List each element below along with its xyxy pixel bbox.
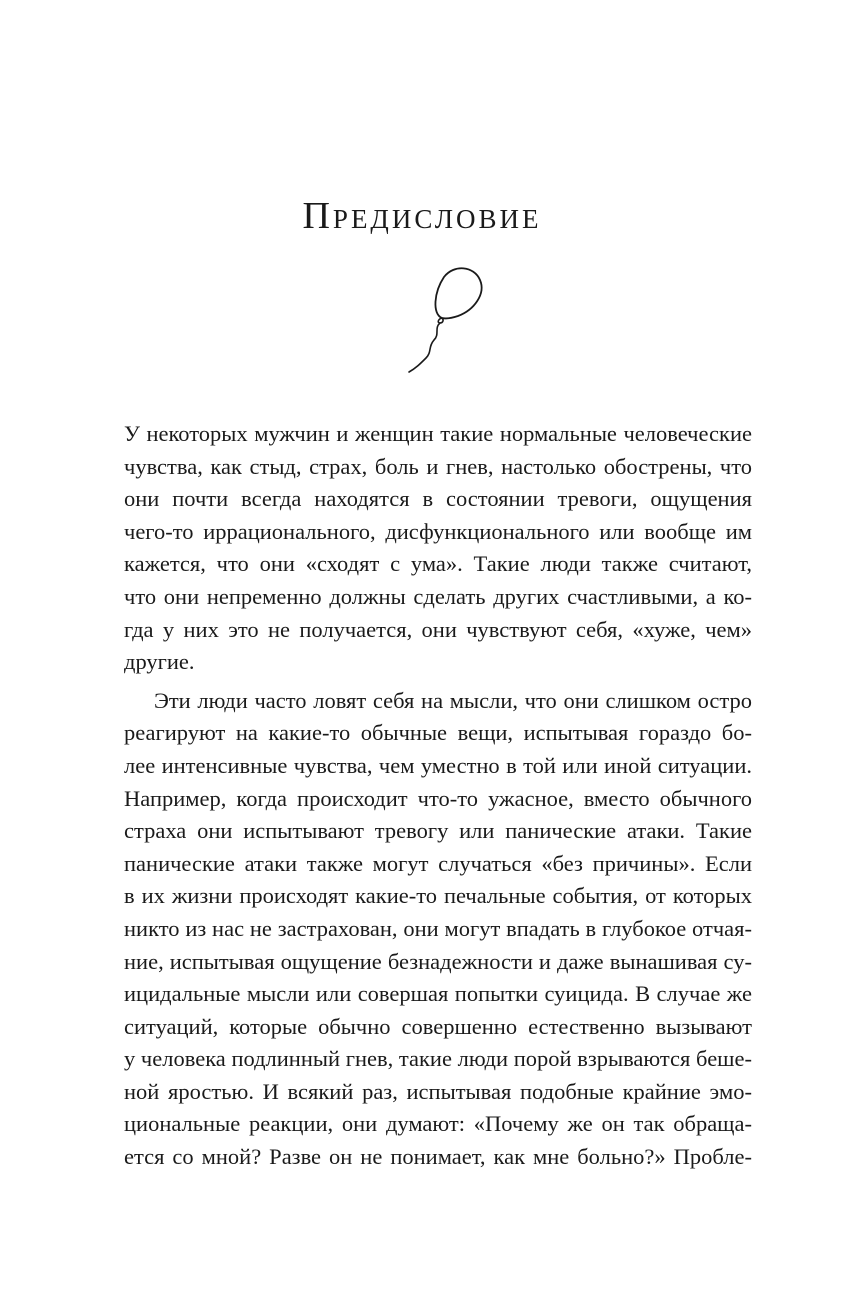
text-line: что они непременно должны сделать других счастливыми, а ко- bbox=[124, 583, 752, 609]
text-line: лее интенсивные чувства, чем уместно в той или иной ситуации. bbox=[124, 752, 752, 778]
balloon-icon bbox=[398, 262, 498, 376]
text-line: чувства, как стыд, страх, боль и гнев, настолько обострены, что bbox=[124, 453, 752, 479]
text-line: гда у них это не получается, они чувствуют себя, «хуже, чем» bbox=[124, 616, 752, 642]
text-line: реагируют на какие-то обычные вещи, испытывая гораздо бо- bbox=[124, 720, 752, 746]
text-line: кажется, что они «сходят с ума». Такие люди также считают, bbox=[124, 551, 752, 577]
text-line: Эти люди часто ловят себя на мысли, что они слишком остро bbox=[154, 687, 752, 713]
text-line: У некоторых мужчин и женщин такие нормальные человеческие bbox=[124, 421, 752, 446]
text-line: Например, когда происходит что-то ужасное, вместо обычного bbox=[124, 785, 752, 811]
text-line: ной яростью. И всякий раз, испытывая подобные крайние эмо- bbox=[124, 1078, 752, 1104]
balloon-string bbox=[409, 323, 440, 372]
body-text bbox=[124, 418, 752, 1174]
text-line: панические атаки также могут случаться «без причины». Если bbox=[124, 850, 752, 876]
page-title: Предисловие bbox=[302, 195, 542, 237]
text-line: ицидальные мысли или совершая попытки суицида. В случае же bbox=[124, 981, 752, 1007]
balloon-knot bbox=[438, 318, 443, 323]
text-line: страха они испытывают тревогу или панические атаки. Такие bbox=[124, 818, 752, 844]
text-line: никто из нас не застрахован, они могут впадать в глубокое отчая- bbox=[124, 915, 752, 941]
text-line: циональные реакции, они думают: «Почему же он так обраща- bbox=[124, 1111, 752, 1137]
text-line: другие. bbox=[124, 649, 195, 675]
text-line: они почти всегда находятся в состоянии тревоги, ощущения bbox=[124, 486, 752, 512]
text-line: ние, испытывая ощущение безнадежности и даже вынашивая су- bbox=[124, 948, 752, 974]
balloon-body bbox=[435, 268, 481, 318]
text-line: у человека подлинный гнев, такие люди порой взрываются беше- bbox=[124, 1046, 752, 1072]
text-line: чего-то иррационального, дисфункционального или вообще им bbox=[124, 518, 752, 544]
text-line: в их жизни происходят какие-то печальные события, от которых bbox=[124, 883, 752, 909]
paragraph-1 bbox=[124, 418, 752, 679]
text-line: ситуаций, которые обычно совершенно естественно вызывают bbox=[124, 1013, 752, 1039]
paragraph-2 bbox=[124, 685, 752, 1174]
text-line: ется со мной? Разве он не понимает, как мне больно?» Пробле- bbox=[124, 1144, 752, 1170]
